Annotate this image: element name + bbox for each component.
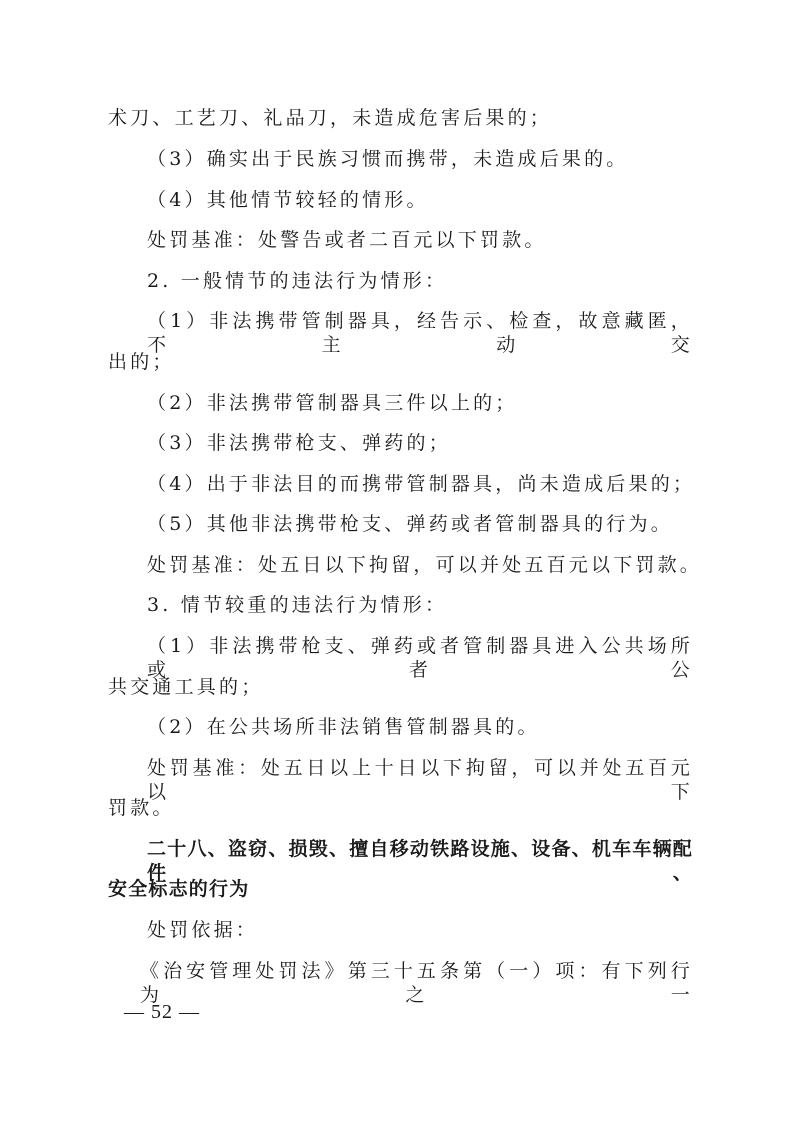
- text-line: （4）出于非法目的而携带管制器具，尚未造成后果的；: [147, 473, 696, 495]
- text-line: （1）非法携带管制器具，经告示、检查，故意藏匿，不主动交: [147, 310, 693, 356]
- text-line: 处罚基准：处五日以下拘留，可以并处五百元以下罚款。: [147, 554, 703, 576]
- text-line: （3）确实出于民族习惯而携带，未造成后果的。: [147, 148, 629, 170]
- section-heading: 二十八、盗窃、损毁、擅自移动铁路设施、设备、机车车辆配件、: [147, 838, 693, 884]
- text-line: 3. 情节较重的违法行为情形：: [147, 594, 448, 616]
- text-line: 罚款。: [108, 797, 175, 819]
- text-line: 处罚基准：处五日以上十日以下拘留，可以并处五百元以下: [147, 757, 693, 803]
- text-line: 术刀、工艺刀、礼品刀，未造成危害后果的；: [108, 107, 553, 129]
- text-line: （4）其他情节较轻的情形。: [147, 189, 429, 211]
- text-line: （3）非法携带枪支、弹药的；: [147, 432, 451, 454]
- text-line: （5）其他非法携带枪支、弹药或者管制器具的行为。: [147, 513, 673, 535]
- page-number: — 52 —: [124, 1001, 200, 1023]
- text-line: 《治安管理处罚法》第三十五条第（一）项：有下列行为之一: [140, 960, 693, 1006]
- text-line: 出的；: [108, 351, 175, 373]
- section-heading: 安全标志的行为: [108, 878, 250, 900]
- text-line: 共交通工具的；: [108, 676, 264, 698]
- text-line: （2）非法携带管制器具三件以上的；: [147, 392, 518, 414]
- text-line: （2）在公共场所非法销售管制器具的。: [147, 716, 540, 738]
- text-line: （1）非法携带枪支、弹药或者管制器具进入公共场所或者公: [147, 635, 693, 681]
- text-line: 2. 一般情节的违法行为情形：: [147, 270, 448, 292]
- text-line: 处罚依据：: [147, 919, 259, 941]
- text-line: 处罚基准：处警告或者二百元以下罚款。: [147, 229, 547, 251]
